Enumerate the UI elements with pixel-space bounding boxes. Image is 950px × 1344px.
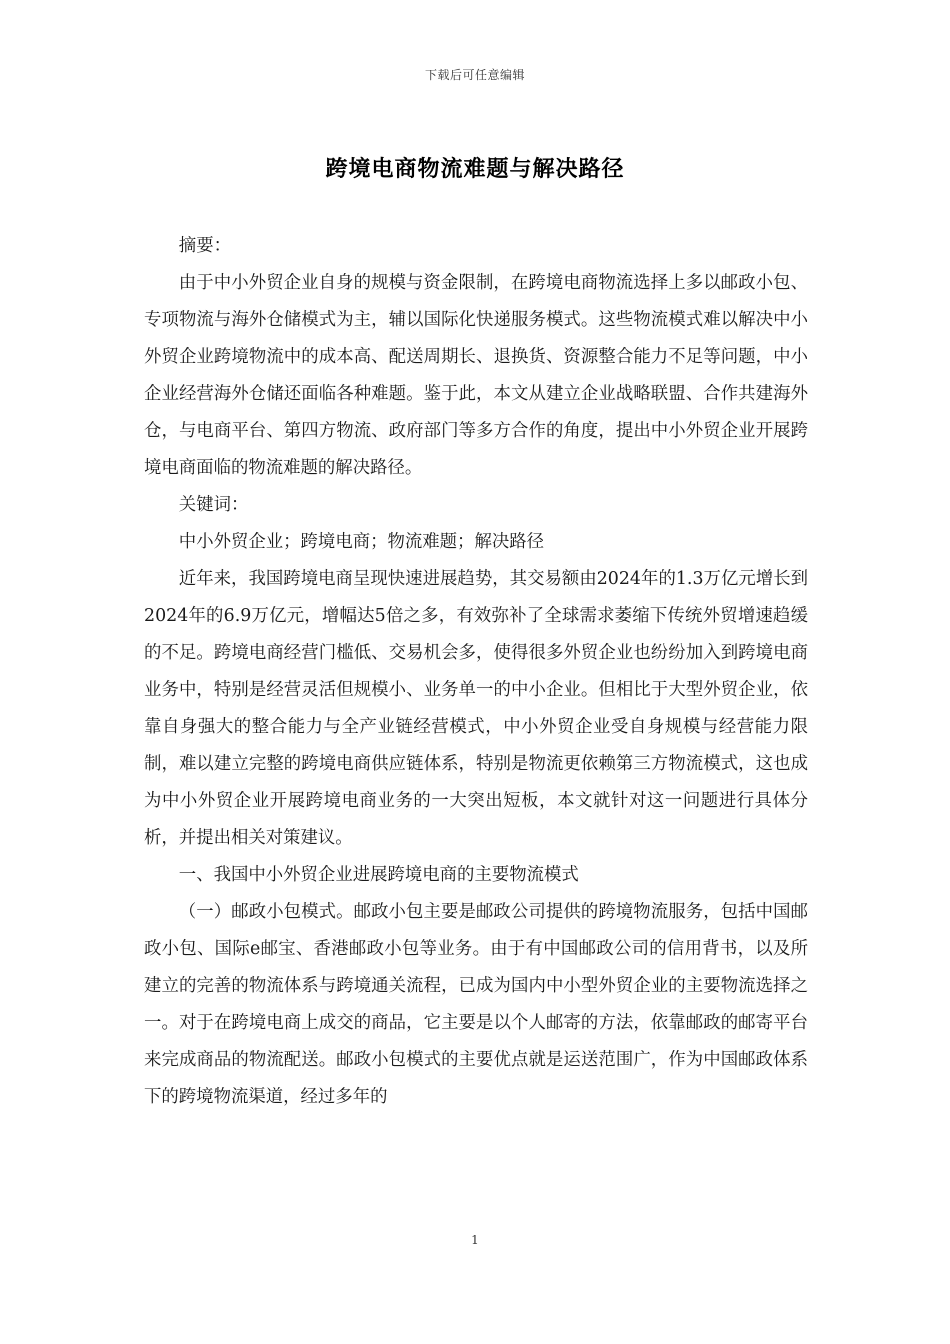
keywords-label: 关键词： xyxy=(178,495,249,515)
header-note: 下载后可任意编辑 xyxy=(424,68,525,82)
document-body xyxy=(144,228,808,1116)
page-number: 1 xyxy=(471,1233,479,1247)
abstract-paragraph: 由于中小外贸企业自身的规模与资金限制，在跨境电商物流选择上多以邮政小包、专项物流与海外仓储模式为主，辅以国际化快递服务模式。这些物流模式难以解决中小外贸企业跨境物流中的成本高、配送周期长、退换货、资源整合能力不足等问题，中小企业经营海外仓储还面临各种难题。鉴于此，本文从建立企业战略联盟、合作共建海外仓，与电商平台、第四方物流、政府部门等多方合作的角度，提出中小外贸企业开展跨境电商面临的物流难题的解决路径。 xyxy=(144,273,808,478)
abstract-label: 摘要： xyxy=(178,236,231,256)
section-heading-1: 一、我国中小外贸企业进展跨境电商的主要物流模式 xyxy=(178,865,579,885)
section-1-paragraph-1: （一）邮政小包模式。邮政小包主要是邮政公司提供的跨境物流服务，包括中国邮政小包、国际e邮宝、香港邮政小包等业务。由于有中国邮政公司的信用背书，以及所建立的完善的物流体系与跨境通关流程，已成为国内中小型外贸企业的主要物流选择之一。对于在跨境电商上成交的商品，它主要是以个人邮寄的方法，依靠邮政的邮寄平台来完成商品的物流配送。邮政小包模式的主要优点就是运送范围广，作为中国邮政体系下的跨境物流渠道，经过多年的 xyxy=(144,902,808,1107)
document-title: 跨境电商物流难题与解决路径 xyxy=(325,156,625,182)
intro-paragraph: 近年来，我国跨境电商呈现快速进展趋势，其交易额由2024年的1.3万亿元增长到2024年的6.9万亿元，增幅达5倍之多，有效弥补了全球需求萎缩下传统外贸增速趋缓的不足。跨境电商经营门槛低、交易机会多，使得很多外贸企业也纷纷加入到跨境电商业务中，特别是经营灵活但规模小、业务单一的中小企业。但相比于大型外贸企业，依靠自身强大的整合能力与全产业链经营模式，中小外贸企业受自身规模与经营能力限制，难以建立完整的跨境电商供应链体系，特别是物流更依赖第三方物流模式，这也成为中小外贸企业开展跨境电商业务的一大突出短板，本文就针对这一问题进行具体分析，并提出相关对策建议。 xyxy=(144,569,808,848)
keywords-paragraph: 中小外贸企业；跨境电商；物流难题；解决路径 xyxy=(178,532,545,552)
